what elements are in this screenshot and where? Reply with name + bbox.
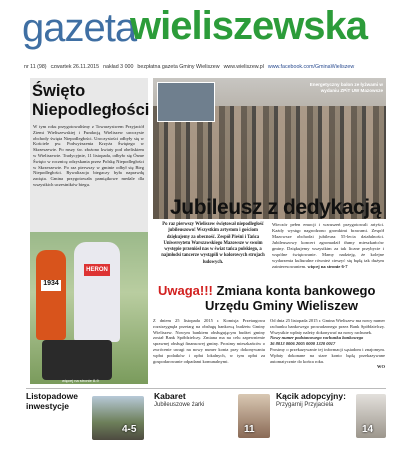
account-headline [158,283,375,298]
masthead [18,4,388,62]
jubilee-text [272,222,384,270]
teaser-cabaret-pages: 11 [244,424,255,435]
issue-number: nr 11 (98) [24,64,47,70]
logo-wieliszewska: wieliszewska [130,4,368,48]
teaser-cabaret-title: Kabaret [154,391,186,401]
jubilee-body: Wieczór pełen emocji i wzruszeń przygotowali artyści. Każdy występ nagrodzono gromkimi brawami. Zespół Mazowsze obchodzi jubileusz 55-lecia działalności. Jubileuszowy koncert zgromadził tłumy mieszkańców gminy. Dziękujemy wszystkim za tak liczne przybycie i wspólne świętowanie. Mamy nadzieję, że kolejne wydarzenia kulturalne również cieszyć się będą tak dużym zainteresowaniem. [272,222,384,269]
jubilee-more: więcej na stronie 6-7 [307,264,348,269]
inset-photo [157,82,215,122]
logo-gazeta: gazeta [22,6,137,50]
teaser-cabaret[interactable] [154,392,266,442]
runner-orange [36,250,66,340]
account-text-right [270,318,385,370]
account-signature: WO [376,364,385,370]
jubilee-title: Jubileusz z dedykacją [170,196,382,219]
jubilee-lead: Po raz pierwszy Wieliszew świętował niepodległość jubileuszowo! Wszystkim artystom i gościom dziękujemy za obecność. Zespół Pieśni i Tańca Uniwersytetu Warszawskiego Mazowsze w swoim występie przeniósł nas w świat tańca polskiego, a najmłodsi tancerze wystąpili w kolorowych strojach ludowych. [161,222,265,265]
runner-bib-1: 1934 [41,280,61,291]
account-label: Nowy numer podstawowego rachunku bankowego [270,335,364,341]
teaser-investments-title: Listopadowe inwestycje [26,391,78,411]
runner-white [74,242,120,342]
runners-photo [30,232,148,384]
runner-legs [42,340,112,380]
account-intro: Od dnia 25 listopada 2015 r. Gmina Wieliszew ma nowy numer rachunku bankowego prowadzonego przez Bank Spółdzielczy. Wszystkie wpłaty należy dokonywać na nowy rachunek. [270,318,385,335]
account-number: 36 8013 0006 2005 0000 1320 0017 [270,341,336,347]
teaser-adoption-title: Kącik adopcyjny: [276,391,346,401]
facebook-link[interactable]: www.facebook.com/GminaWieliszew [267,64,355,70]
account-text-left: Z dniem 25 listopada 2015 r. Komisja Przetargowa rozstrzygnęła przetarg na obsługę bankową budżetu Gminy Wieliszew. Nowym bankiem obsługującym budżet gminy został Bank Spółdzielczy. Zmiana ma na celu zapewnienie sprawnej obsługi finansowej gminy. Prosimy mieszkańców o zwrócenie uwagi na nowy numer konta przy dokonywaniu wpłat podatków i opłat lokalnych, w tym opłat za gospodarowanie odpadami komunalnymi. [153,318,265,364]
teaser-cabaret-subtitle: Jubileuszowe żarki [154,401,205,408]
account-subtitle: Urzędu Gminy Wieliszew [205,298,359,313]
website-link[interactable]: www.wieliszew.pl [223,64,264,70]
jubilee-photo-caption: Energetyczny balon ze łyżwami w wydaniu ZPiT UW Mazowsze [309,82,383,93]
issue-date: czwartek 26.11.2015 [50,64,100,70]
independence-title: Święto Niepodległości [32,82,150,119]
independence-text: W tym roku przygotowaliśmy z Towarzystwem Przyjaciół Ziemi Wieliszewskiej i Fundacją Wieliszew uroczyste obchody święta Niepodległości. Uroczystości odbyły się w Kościele pw. Podwyższenia Krzyża Świętego w Skrzeszewie. Po mszy św. złożono kwiaty pod obeliskiem w Wieliszewie. Tradycyjnie, 11 listopada, odbyło się Ósme Święto w rocznicę odzyskania przez Polskę Niepodległości w Skrzeszewie. Po raz pierwszy w gminie odbył się Bieg Niepodległości. Rywalizacja biegaczy była naprawdę zacięta. Gmina przygotowała pamiątkowe medale dla wszystkich uczestników biegu. [33,124,144,187]
teaser-adoption-pages: 14 [362,424,374,435]
teaser-investments-pages: 4-5 [122,424,137,435]
account-note: Prosimy o przekazywanie tej informacji sąsiadom i znajomym. Wpłaty dokonane na stare konto będą przekazywane automatycznie do końca roku. [270,346,385,364]
free-note: bezpłatna gazeta Gminy Wieliszew [137,64,220,70]
teaser-investments[interactable] [26,392,144,442]
runners-photo-caption: więcej na stronie 8-9 [62,378,99,383]
teaser-adoption[interactable] [276,392,386,442]
account-title: Zmiana konta bankowego [216,283,376,298]
teaser-adoption-subtitle: Przygarnij Przyjaciela [276,401,334,408]
runner-bib-2: HERON [84,264,110,276]
circulation: nakład 3 000 [103,64,134,70]
issue-info-bar [24,62,388,72]
bottom-divider [26,388,386,389]
account-alert: Uwaga!!! [158,283,213,298]
bottom-teasers [26,392,386,442]
